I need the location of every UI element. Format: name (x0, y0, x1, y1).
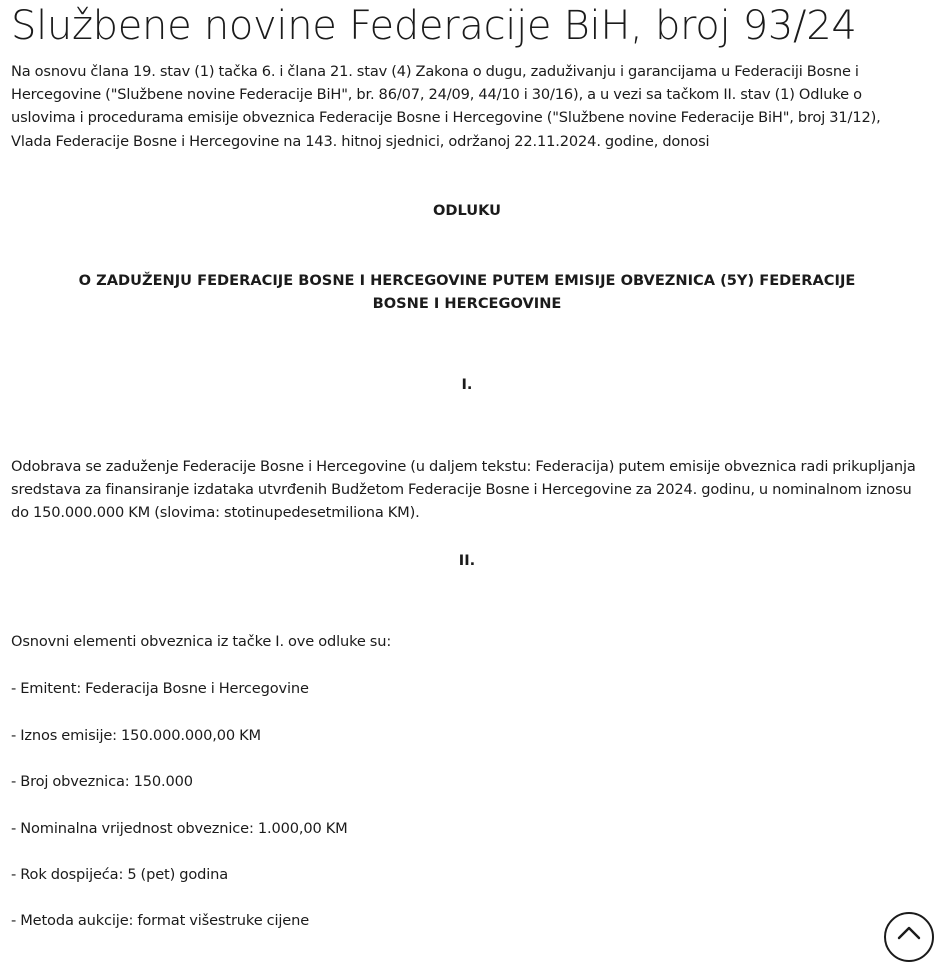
decision-subheading: O ZADUŽENJU FEDERACIJE BOSNE I HERCEGOVINE PUTEM EMISIJE OBVEZNICA (5Y) FEDERACIJE BOSNE I HERCEGOVINE (78, 272, 856, 313)
list-item: - Rok dospijeća: 5 (pet) godina (11, 866, 229, 883)
list-item: - Iznos emisije: 150.000.000,00 KM (11, 727, 261, 744)
list-item: - Nominalna vrijednost obveznice: 1.000,00 KM (11, 820, 348, 837)
preamble-paragraph: Na osnovu člana 19. stav (1) tačka 6. i člana 21. stav (4) Zakona o dugu, zaduživanju i garancijama u Federaciji Bosne i Hercegovine ("Službene novine Federacije BiH", br. 86/07, 24/09, 44/10 i 30/16), a u vezi sa tačkom II. stav (1) Odluke o uslovima i procedurama emisije obveznica Federacije Bosne i Hercegovine ("Službene novine Federacije BiH", broj 31/12), Vlada Federacije Bosne i Hercegovine na 143. hitnoj sjednici, održanoj 22.11.2024. godine, donosi (11, 63, 881, 150)
section-i-paragraph: Odobrava se zaduženje Federacije Bosne i Hercegovine (u daljem tekstu: Federacija) putem emisije obveznica radi prikupljanja sredstava za finansiranje izdataka utvrđenih Budžetom Federacije Bosne i Hercegovine za 2024. godinu, u nominalnom iznosu do 150.000.000 KM (slovima: stotinupedesetmiliona KM). (11, 458, 916, 522)
page-title: Službene novine Federacije BiH, broj 93/24 (11, 3, 857, 49)
list-item: - Metoda aukcije: format višestruke cijene (11, 912, 310, 929)
document-page (11, 0, 923, 929)
list-item: - Broj obveznica: 150.000 (11, 773, 193, 790)
scroll-to-top-button[interactable] (884, 912, 934, 962)
section-heading-i: I. (461, 376, 473, 393)
list-item: - Emitent: Federacija Bosne i Hercegovine (11, 680, 309, 697)
chevron-up-icon (897, 924, 921, 940)
decision-heading: ODLUKU (432, 202, 502, 219)
section-ii-intro: Osnovni elementi obveznica iz tačke I. ove odluke su: (11, 633, 392, 650)
section-heading-ii: II. (458, 552, 476, 569)
